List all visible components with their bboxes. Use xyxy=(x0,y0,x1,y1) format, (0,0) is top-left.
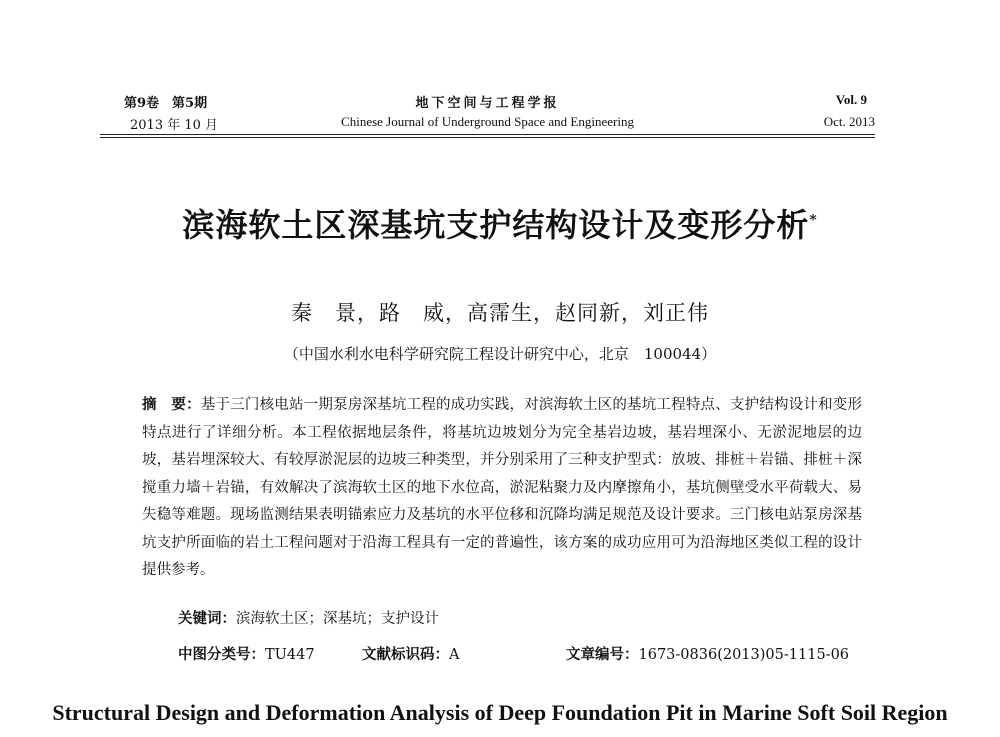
doc-code-label: 文献标识码： xyxy=(362,647,449,663)
keywords xyxy=(178,607,439,628)
title-footnote-mark: * xyxy=(809,212,818,229)
document-code xyxy=(362,643,459,664)
header-rule-thick xyxy=(100,134,875,135)
english-title: Structural Design and Deformation Analysis of Deep Foundation Pit in Marine Soft Soil Region xyxy=(52,700,948,725)
date-en: Oct. 2013 xyxy=(823,114,875,129)
running-header xyxy=(100,92,875,136)
doc-code-value: A xyxy=(449,647,460,663)
article-number-value: 1673-0836(2013)05-1115-06 xyxy=(638,647,850,663)
paper-title-text: 滨海软土区深基坑支护结构设计及变形分析 xyxy=(182,206,810,244)
affiliation: （中国水利水电科学研究院工程设计研究中心，北京 100044） xyxy=(283,345,717,363)
abstract-text: 基于三门核电站一期泵房深基坑工程的成功实践，对滨海软土区的基坑工程特点、支护结构设计和变形特点进行了详细分析。本工程依据地层条件，将基坑边坡划分为完全基岩边坡，基岩埋深小、无淤泥地层的边坡，基岩埋深较大、有较厚淤泥层的边坡三种类型，并分别采用了三种支护型式：放坡、排桩＋岩锚、排桩＋深搅重力墙＋岩锚，有效解决了滨海软土区的地下水位高，淤泥粘聚力及内摩擦角小，基坑侧壁受水平荷载大、易失稳等难题。现场监测结果表明锚索应力及基坑的水平位移和沉降均满足规范及设计要求。三门核电站泵房深基坑支护所面临的岩土工程问题对于沿海工程具有一定的普遍性，该方案的成功应用可为沿海地区类似工程的设计提供参考。 xyxy=(142,397,863,578)
keywords-text: 滨海软土区；深基坑；支护设计 xyxy=(236,611,439,627)
keywords-label: 关键词： xyxy=(178,611,236,627)
header-rule-thin xyxy=(100,137,875,138)
author-list: 秦 景，路 威，高霈生，赵同新，刘正伟 xyxy=(291,301,709,325)
abstract-label: 摘 要： xyxy=(142,397,201,413)
paper-title xyxy=(0,200,1000,246)
journal-title-en: Chinese Journal of Underground Space and Engineering xyxy=(341,114,634,129)
volume-en: Vol. 9 xyxy=(835,92,867,107)
clc-label: 中图分类号： xyxy=(178,647,265,663)
article-number-label: 文章编号： xyxy=(566,647,639,663)
journal-title-cn: 地下空间与工程学报 xyxy=(415,96,560,111)
abstract xyxy=(142,392,862,585)
volume-cn: 第9卷 第5期 xyxy=(124,96,208,111)
clc-value: TU447 xyxy=(265,647,315,663)
article-number xyxy=(566,643,849,664)
clc-number xyxy=(178,643,315,664)
date-cn: 2013 年 10 月 xyxy=(130,118,219,133)
